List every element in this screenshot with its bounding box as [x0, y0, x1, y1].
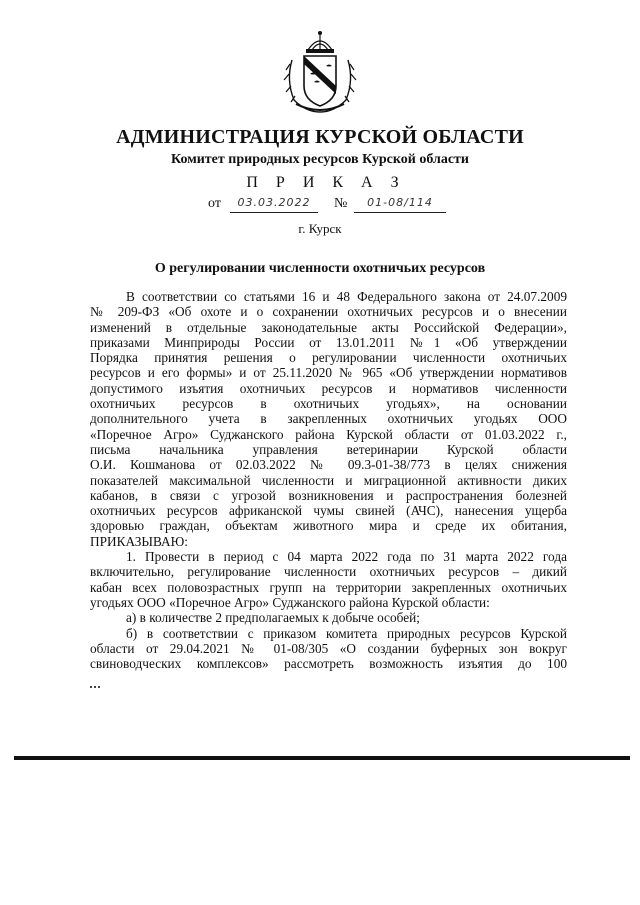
- body-line: дополнительного учета в закрепленных охотничьих угодьях ООО: [90, 411, 567, 427]
- body-line: области от 29.04.2021 № 01-08/305 «О создании буферных зон вокруг: [90, 640, 567, 656]
- body-line: № 209-ФЗ «Об охоте и о сохранении охотничьих ресурсов и о внесении: [90, 304, 567, 320]
- body-line-decree: ПРИКАЗЫВАЮ:: [90, 533, 188, 549]
- order-number-line: [208, 196, 468, 216]
- body-line: «Поречное Агро» Суджанского района Курской области от 01.03.2022 г.,: [90, 426, 567, 442]
- scan-bottom-rule: [14, 756, 630, 760]
- body-line: В соответствии со статьями 16 и 48 Федерального закона от 24.07.2009: [126, 289, 567, 304]
- body-line: угодьях ООО «Поречное Агро» Суджанского района Курской области:: [90, 594, 490, 610]
- body-line: приказами Минприроды России от 13.01.2011 №1 «Об утверждении: [90, 334, 567, 350]
- body-line: 1. Провести в период с 04 марта 2022 года по 31 марта 2022 года: [126, 549, 567, 565]
- order-date: 03.03.2022: [230, 196, 318, 213]
- document-type: П Р И К А З: [246, 174, 406, 191]
- body-line: допустимого изъятия охотничьих ресурсов и нормативов численности: [90, 380, 567, 396]
- body-line: ресурсов и его формы» и от 25.11.2020 № 965 «Об утверждении нормативов: [90, 365, 567, 381]
- body-line: а) в количестве 2 предполагаемых к добыче особей;: [126, 610, 420, 626]
- body-line: включительно, регулирование численности охотничьих ресурсов – дикий: [90, 564, 567, 580]
- body-line: охотничьих ресурсов в охотничьих угодьях», на основании: [90, 396, 567, 412]
- body-line: здоровью граждан, объектам животного мира и среде их обитания,: [90, 518, 567, 534]
- body-line: О.И. Кошманова от 02.03.2022 № 09.3-01-38/773 в целях снижения: [90, 457, 567, 473]
- body-line: письма начальника управления ветеринарии Курской области: [90, 441, 567, 457]
- organization-title: АДМИНИСТРАЦИЯ КУРСКОЙ ОБЛАСТИ: [116, 126, 524, 148]
- body-line: изменений в отдельные законодательные акты Российской Федерации»,: [90, 319, 567, 335]
- order-number: 01-08/114: [354, 196, 446, 213]
- number-label: №: [334, 196, 348, 211]
- order-subject: О регулировании численности охотничьих ресурсов: [154, 261, 486, 276]
- date-label: от: [208, 196, 221, 211]
- city: г. Курск: [298, 221, 342, 236]
- continuation-dots: [90, 675, 110, 685]
- body-line: охотничьих ресурсов африканской чумы свиней (АЧС), нанесения ущерба: [90, 503, 567, 519]
- kursk-coat-of-arms-icon: [282, 30, 358, 114]
- body-line: Порядка принятия решения о регулировании численности охотничьих: [90, 350, 567, 366]
- committee-name: Комитет природных ресурсов Курской области: [171, 152, 469, 167]
- body-line: показателей максимальной численности и миграционной активности диких: [90, 472, 567, 488]
- body-line: кабанов, в связи с угрозой возникновения и распространения болезней: [90, 487, 567, 503]
- body-line: свиноводческих комплексов» рассмотреть возможность изъятия до 100: [90, 656, 567, 672]
- order-body: [90, 289, 567, 671]
- body-line: б) в соответствии с приказом комитета природных ресурсов Курской: [126, 625, 567, 641]
- body-line: кабан всех половозрастных групп на территории закрепленных охотничьих: [90, 579, 567, 595]
